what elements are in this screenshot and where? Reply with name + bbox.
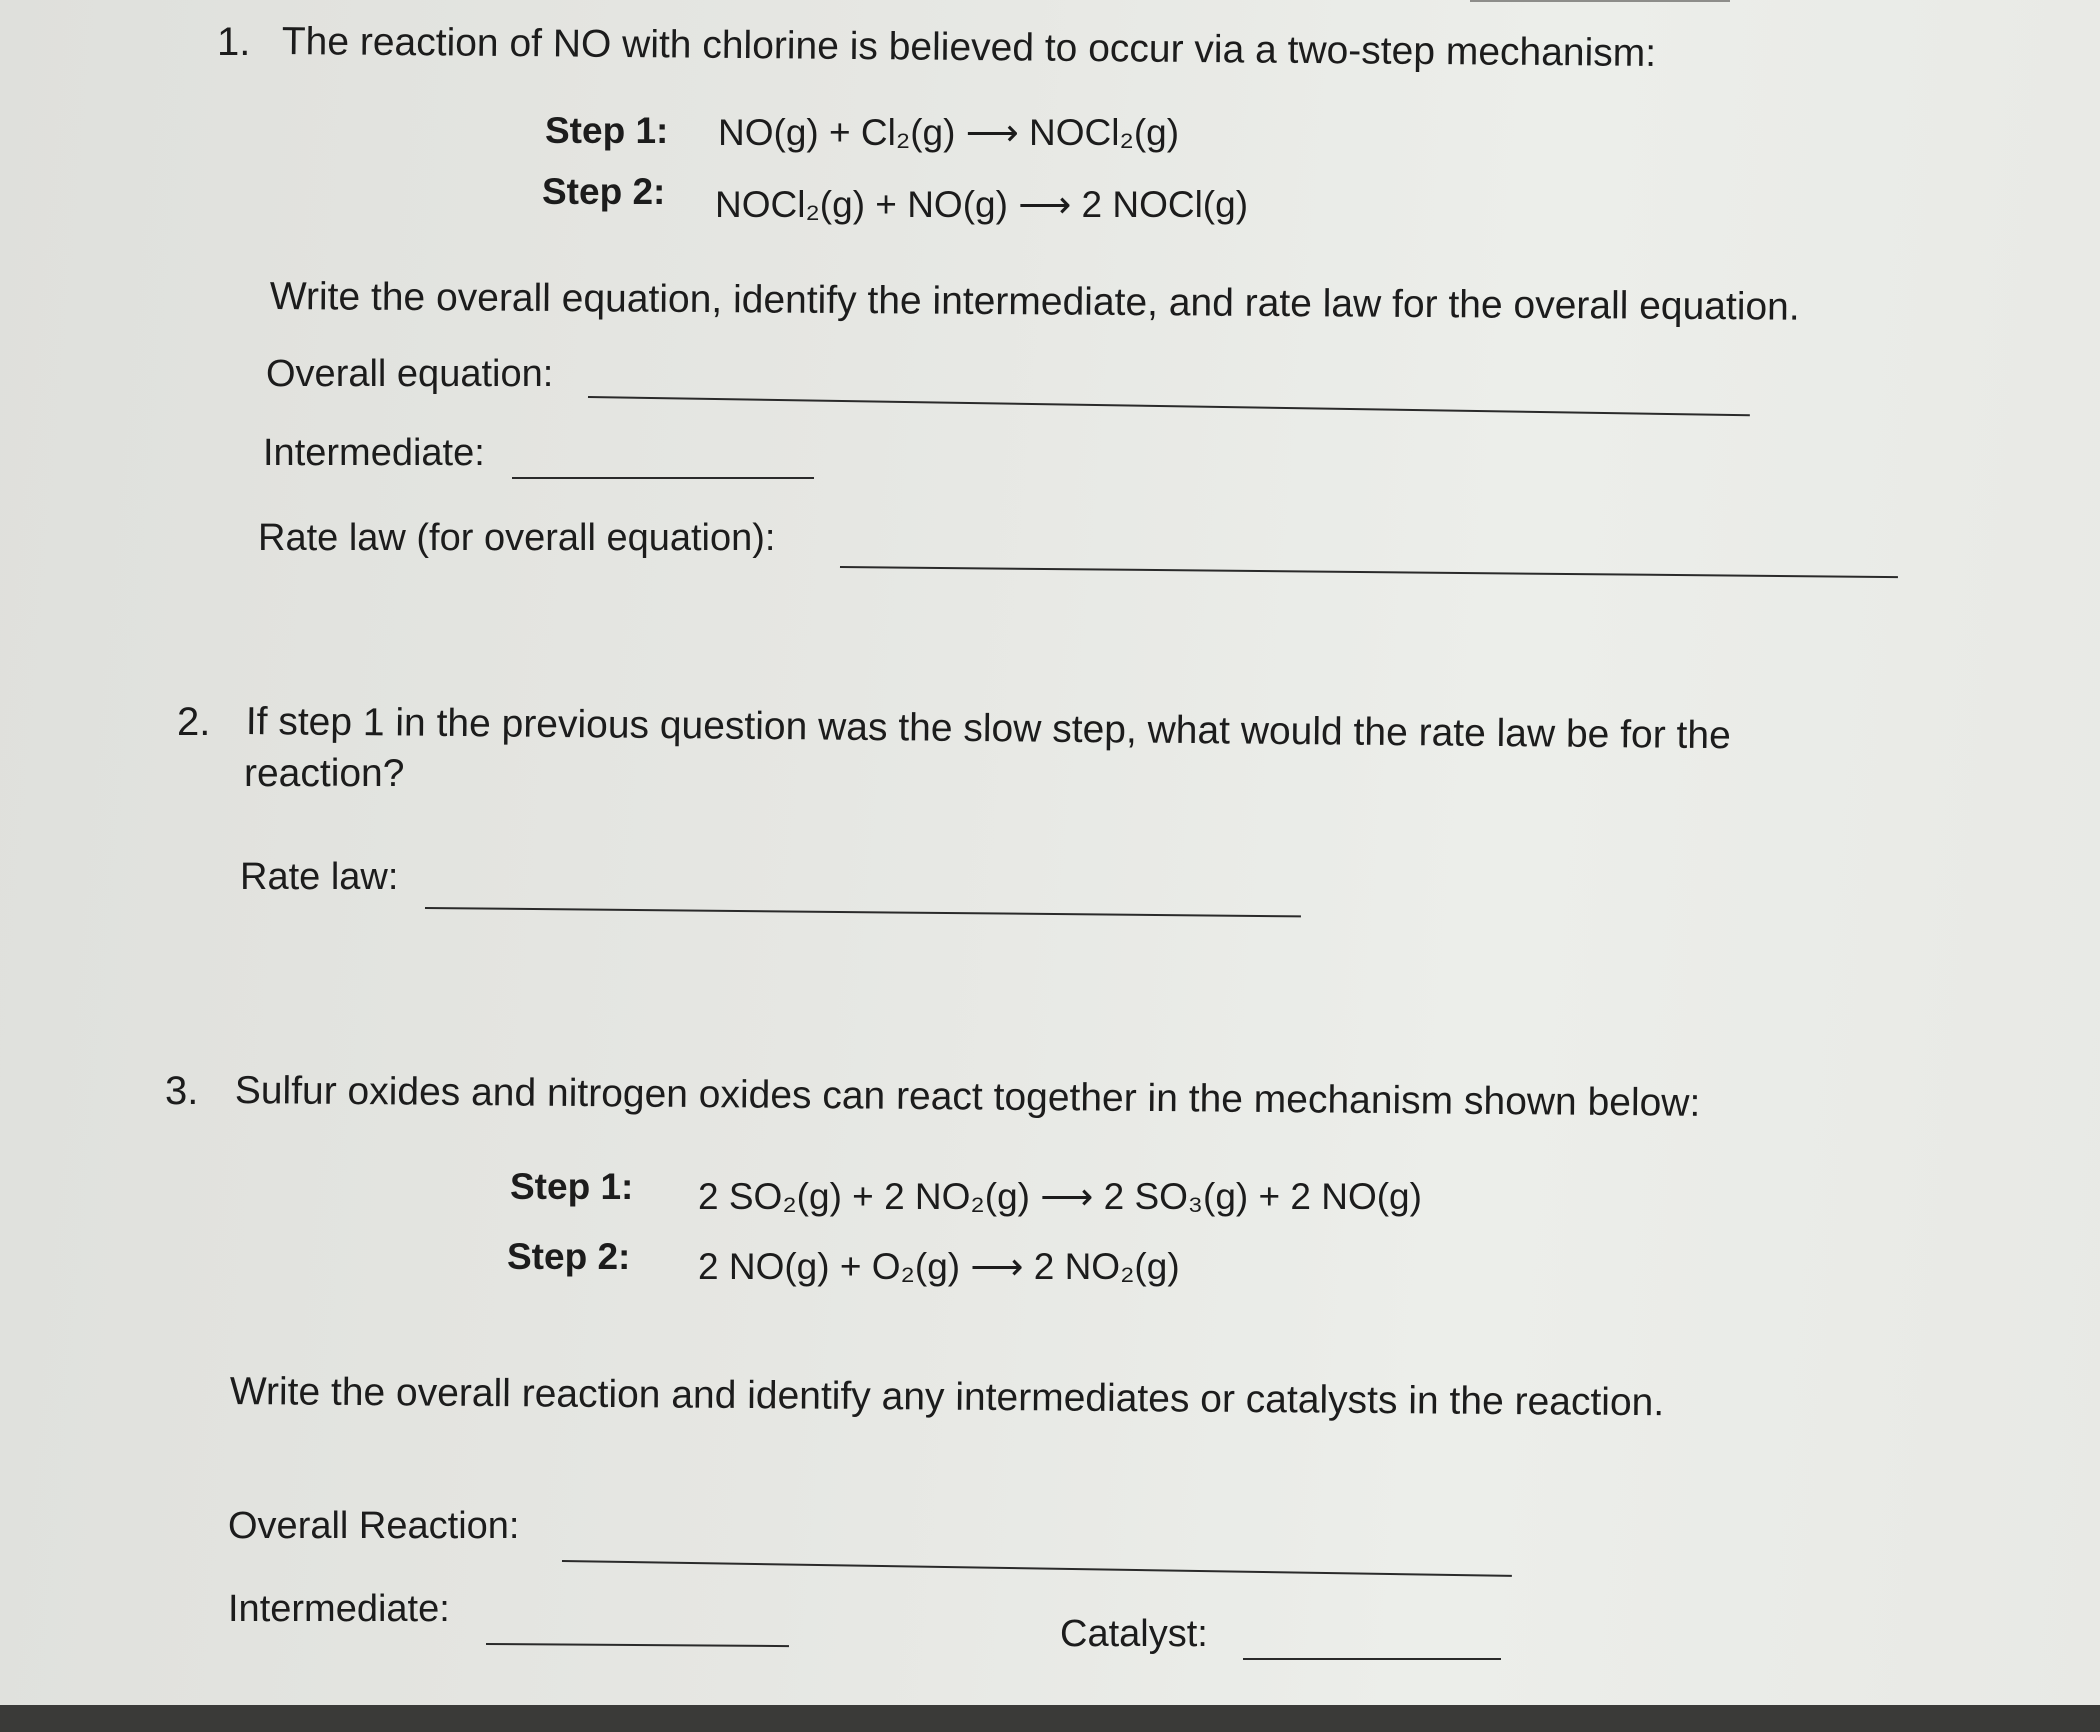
q1-intermediate-label: Intermediate: bbox=[263, 432, 485, 474]
q2-rate-law-answer-line[interactable] bbox=[425, 907, 1301, 917]
q2-prompt-line2: reaction? bbox=[244, 752, 405, 795]
q1-overall-label: Overall equation: bbox=[266, 353, 554, 395]
q3-catalyst-answer-line[interactable] bbox=[1243, 1658, 1501, 1660]
q3-catalyst-label: Catalyst: bbox=[1060, 1613, 1208, 1655]
q3-step1-label: Step 1: bbox=[510, 1166, 634, 1207]
q3-instruction: Write the overall reaction and identify any intermediates or catalysts in the reaction. bbox=[229, 1370, 1665, 1425]
q3-step2-equation: 2 NO(g) + O₂(g) ⟶ 2 NO₂(g) bbox=[698, 1246, 1180, 1287]
q1-rate-law-label: Rate law (for overall equation): bbox=[258, 517, 776, 559]
q1-step2-label: Step 2: bbox=[542, 171, 666, 212]
q3-overall-answer-line[interactable] bbox=[562, 1560, 1512, 1577]
q3-prompt: Sulfur oxides and nitrogen oxides can react together in the mechanism shown below: bbox=[234, 1069, 1701, 1125]
page-edge-line bbox=[1470, 0, 1730, 2]
q2-prompt-line1: If step 1 in the previous question was the slow step, what would the rate law be for the bbox=[245, 700, 1731, 758]
q3-intermediate-label: Intermediate: bbox=[228, 1588, 450, 1630]
q1-rate-law-answer-line[interactable] bbox=[840, 566, 1898, 578]
page-bottom-edge bbox=[0, 1705, 2100, 1732]
q3-step1-equation: 2 SO₂(g) + 2 NO₂(g) ⟶ 2 SO₃(g) + 2 NO(g) bbox=[698, 1176, 1422, 1217]
q1-intermediate-answer-line[interactable] bbox=[512, 477, 814, 479]
q2-rate-law-label: Rate law: bbox=[240, 856, 399, 898]
q3-intermediate-answer-line[interactable] bbox=[486, 1643, 789, 1647]
q1-step1-label: Step 1: bbox=[545, 110, 669, 151]
q3-overall-label: Overall Reaction: bbox=[228, 1505, 520, 1547]
q1-number: 1. bbox=[217, 20, 251, 64]
q1-overall-answer-line[interactable] bbox=[588, 396, 1750, 416]
q1-instruction: Write the overall equation, identify the intermediate, and rate law for the overall equation. bbox=[269, 275, 1800, 329]
q3-number: 3. bbox=[165, 1069, 199, 1113]
q1-prompt: The reaction of NO with chlorine is believed to occur via a two-step mechanism: bbox=[281, 20, 1657, 75]
q1-step1-equation: NO(g) + Cl₂(g) ⟶ NOCl₂(g) bbox=[718, 112, 1180, 153]
q2-number: 2. bbox=[177, 700, 211, 744]
q1-step2-equation: NOCl₂(g) + NO(g) ⟶ 2 NOCl(g) bbox=[715, 184, 1249, 225]
q3-step2-label: Step 2: bbox=[507, 1236, 631, 1277]
